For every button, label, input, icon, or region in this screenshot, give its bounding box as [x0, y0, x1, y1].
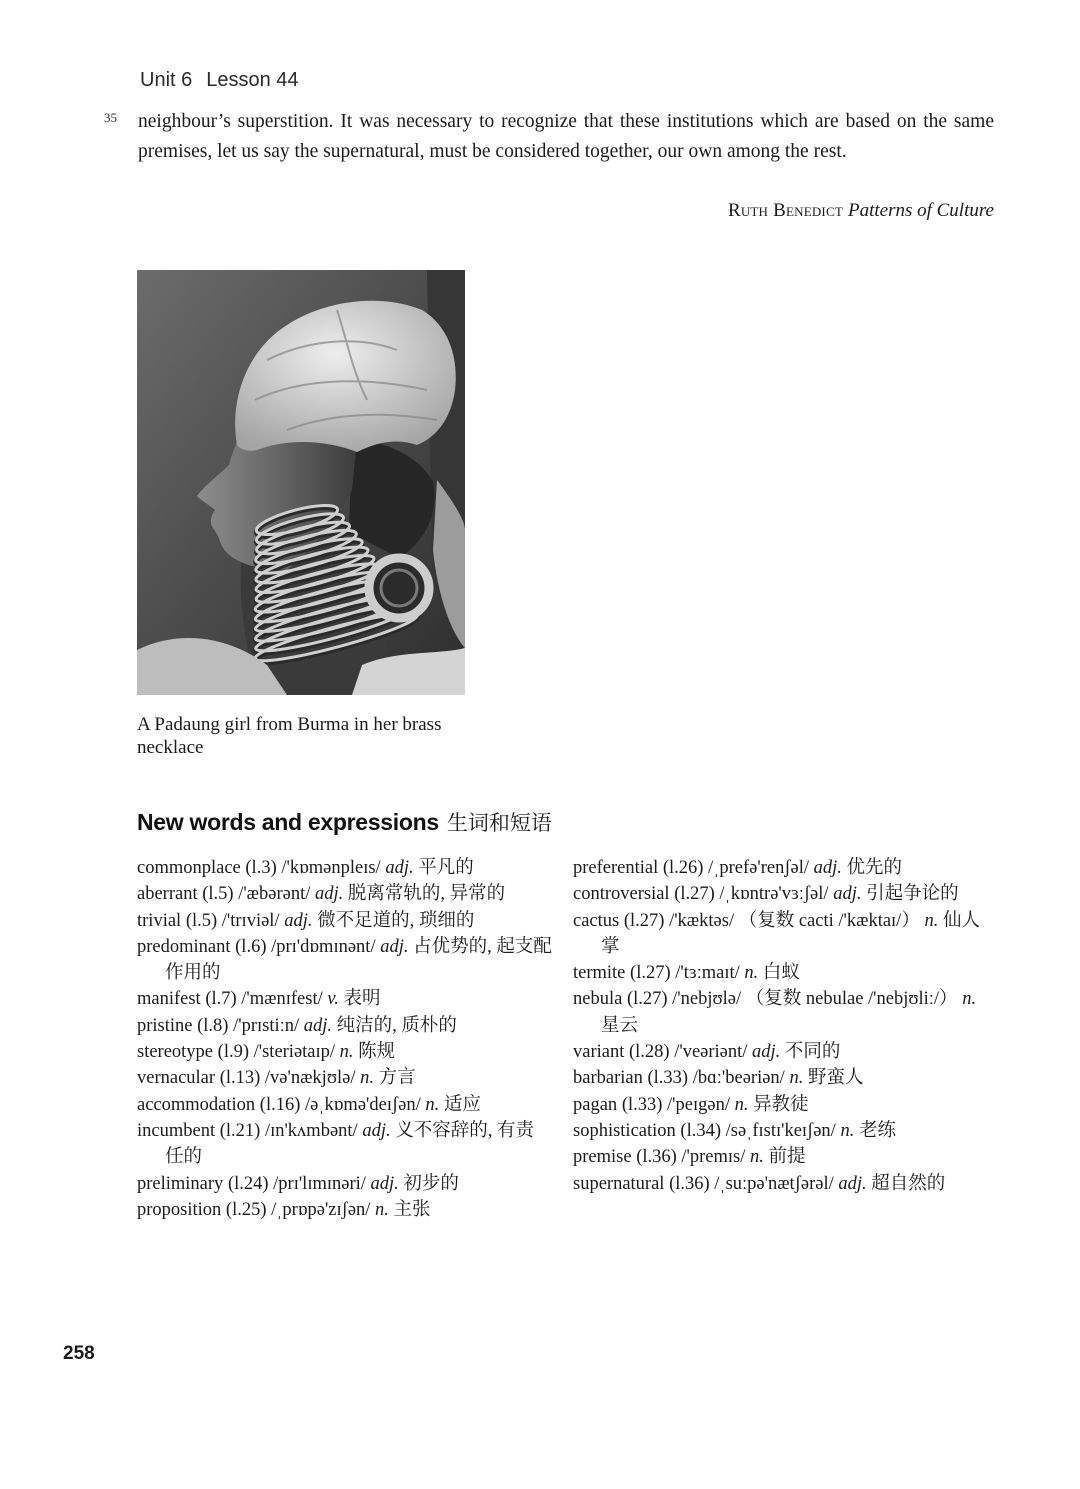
vocab-entry-manifest: [137, 986, 552, 1012]
vocab-meaning: 平凡的: [418, 858, 474, 878]
vocab-pronunciation: /ˌprefə'renʃəl/: [708, 858, 809, 878]
vocab-line-ref: (l.36): [636, 1147, 677, 1168]
vocab-part-of-speech: adj.: [315, 884, 344, 905]
vocab-pronunciation: /'steriətaɪp/: [253, 1042, 336, 1063]
vocab-pronunciation: /'nebjʊlə/: [672, 989, 742, 1010]
header-unit: Unit 6: [140, 69, 193, 91]
vocab-entry-nebula: [573, 986, 995, 1039]
vocab-line-ref: (l.7): [205, 989, 237, 1010]
vocab-meaning: 纯洁的, 质朴的: [336, 1015, 457, 1036]
vocab-entry-premise: [573, 1144, 995, 1170]
vocab-headword: vernacular: [137, 1068, 216, 1089]
vocab-part-of-speech: adj.: [385, 858, 414, 878]
vocab-entry-termite: [573, 960, 995, 986]
vocab-entry-accommodation: [137, 1092, 552, 1118]
vocab-part-of-speech: adj.: [752, 1042, 781, 1063]
vocab-part-of-speech: adj.: [833, 884, 862, 905]
vocab-pronunciation: /'prɪstiːn/: [233, 1015, 300, 1036]
vocab-headword: predominant: [137, 936, 231, 957]
vocab-entry-pristine: [137, 1013, 552, 1039]
vocab-headword: stereotype: [137, 1042, 214, 1063]
vocab-headword: manifest: [137, 989, 201, 1010]
vocab-meaning: 异教徒: [753, 1094, 809, 1115]
attribution-author: Ruth Benedict: [727, 200, 843, 221]
vocab-entry-predominant: [137, 934, 552, 987]
vocab-part-of-speech: n.: [750, 1147, 764, 1168]
vocab-meaning: 适应: [443, 1094, 481, 1115]
vocab-entry-sophistication: [573, 1118, 995, 1144]
vocab-headword: termite: [573, 963, 626, 984]
vocab-part-of-speech: n.: [360, 1068, 374, 1089]
vocab-part-of-speech: n.: [962, 989, 977, 1010]
vocab-entry-variant: [573, 1039, 995, 1065]
vocab-line-ref: (l.21): [219, 1120, 261, 1141]
vocab-part-of-speech: adj.: [838, 1173, 867, 1194]
vocab-pronunciation: /ˌkɒntrə'vɜːʃəl/: [719, 884, 829, 905]
vocab-meaning: 老练: [858, 1120, 896, 1141]
vocab-entry-incumbent: [137, 1118, 552, 1171]
vocab-meaning: 占优势的, 起支配作用的: [165, 936, 552, 984]
vocab-line-ref: (l.6): [235, 936, 267, 957]
vocab-line-ref: (l.33): [647, 1068, 689, 1089]
vocab-line-ref: (l.24): [227, 1173, 269, 1194]
vocab-entry-commonplace: [137, 855, 552, 881]
vocab-meaning: 野蛮人: [807, 1068, 864, 1089]
vocab-meaning: 前提: [768, 1147, 806, 1168]
vocab-part-of-speech: n.: [744, 963, 759, 984]
vocab-part-of-speech: adj.: [362, 1120, 391, 1141]
vocab-meaning: 微不足道的, 琐细的: [317, 910, 475, 931]
vocab-heading-chinese: 生词和短语: [446, 811, 552, 835]
vocab-line-ref: (l.33): [621, 1094, 663, 1115]
vocab-entry-stereotype: [137, 1039, 552, 1065]
vocab-pronunciation: /'kæktəs/: [669, 910, 735, 931]
vocab-part-of-speech: n.: [339, 1042, 354, 1063]
vocab-pronunciation: /'æbərənt/: [238, 884, 311, 905]
vocab-line-ref: (l.8): [197, 1015, 229, 1036]
vocab-entry-cactus: [573, 908, 995, 961]
vocab-headword: variant: [573, 1042, 625, 1063]
vocab-entry-aberrant: [137, 881, 552, 907]
vocab-pronunciation: /'trɪviəl/: [221, 910, 280, 931]
vocab-plural-note: （复数 nebulae /'nebjʊliː/）: [745, 989, 958, 1010]
vocab-part-of-speech: n.: [425, 1094, 440, 1115]
vocab-pronunciation: /əˌkɒmə'deɪʃən/: [305, 1094, 421, 1115]
vocab-entry-preferential: [573, 855, 995, 881]
page-number: 258: [63, 1343, 95, 1364]
vocab-pronunciation: /bɑː'beəriən/: [692, 1068, 785, 1089]
vocab-meaning: 初步的: [403, 1173, 459, 1194]
vocab-entry-barbarian: [573, 1065, 995, 1091]
passage-line: neighbour’s superstition. It was necessary to recognize that these institutions which are based on the same: [138, 111, 994, 132]
vocab-headword: commonplace: [137, 858, 241, 878]
vocab-line-ref: (l.9): [217, 1042, 249, 1063]
vocab-part-of-speech: adj.: [380, 936, 409, 957]
running-header: [140, 67, 299, 93]
vocab-plural-note: （复数 cacti /'kæktaɪ/）: [738, 910, 920, 931]
vocab-entry-pagan: [573, 1092, 995, 1118]
vocab-meaning: 星云: [601, 1015, 639, 1036]
vocab-entry-proposition: [137, 1197, 552, 1223]
vocab-pronunciation: /və'nækjʊlə/: [264, 1068, 356, 1089]
vocab-column-left: [137, 855, 552, 1223]
vocab-line-ref: (l.27): [630, 963, 671, 984]
vocab-pronunciation: /prɪ'dɒmɪnənt/: [271, 936, 376, 957]
vocab-part-of-speech: n.: [375, 1199, 389, 1220]
photo-padaung-girl: [137, 270, 465, 695]
vocab-line-ref: (l.5): [202, 884, 234, 905]
vocab-line-ref: (l.27): [623, 910, 665, 931]
vocab-line-ref: (l.36): [669, 1173, 710, 1194]
vocab-entry-vernacular: [137, 1065, 552, 1091]
vocab-pronunciation: /'mænɪfest/: [241, 989, 323, 1010]
source-attribution: [728, 198, 994, 224]
vocab-pronunciation: /səˌfɪstɪ'keɪʃən/: [725, 1120, 836, 1141]
vocab-meaning: 脱离常轨的, 异常的: [347, 884, 506, 905]
vocab-line-ref: (l.16): [259, 1094, 301, 1115]
vocab-entry-preliminary: [137, 1171, 552, 1197]
vocab-headword: preferential: [573, 858, 659, 878]
vocab-headword: accommodation: [137, 1094, 256, 1115]
attribution-work: Patterns of Culture: [847, 200, 994, 221]
vocab-line-ref: (l.28): [629, 1042, 670, 1063]
vocab-pronunciation: /'tɜːmaɪt/: [675, 963, 740, 984]
vocab-meaning: 陈规: [358, 1042, 396, 1063]
vocab-heading-english: New words and expressions: [137, 809, 439, 835]
vocab-pronunciation: /'peɪgən/: [667, 1094, 730, 1115]
vocab-line-ref: (l.26): [662, 858, 704, 878]
vocab-part-of-speech: n.: [734, 1094, 749, 1115]
passage-line-number: 35: [104, 110, 117, 125]
vocab-pronunciation: /'veəriənt/: [674, 1042, 748, 1063]
vocab-entry-controversial: [573, 881, 995, 907]
vocab-part-of-speech: n.: [840, 1120, 855, 1141]
vocab-headword: pagan: [573, 1094, 618, 1115]
vocab-headword: nebula: [573, 989, 623, 1010]
vocab-part-of-speech: adj.: [813, 858, 842, 878]
vocab-part-of-speech: n.: [924, 910, 939, 931]
vocab-entry-trivial: [137, 908, 552, 934]
vocab-headword: trivial: [137, 910, 182, 931]
vocab-headword: aberrant: [137, 884, 198, 905]
vocab-column-right: [573, 855, 995, 1197]
vocab-headword: supernatural: [573, 1173, 665, 1194]
vocab-meaning: 优先的: [846, 858, 903, 878]
vocab-headword: controversial: [573, 884, 670, 905]
vocab-meaning: 表明: [343, 989, 381, 1010]
vocab-headword: incumbent: [137, 1120, 216, 1141]
vocab-meaning: 方言: [378, 1068, 416, 1089]
vocab-line-ref: (l.13): [219, 1068, 261, 1089]
vocab-line-ref: (l.5): [185, 910, 218, 931]
vocab-headword: sophistication: [573, 1120, 676, 1141]
vocab-line-ref: (l.27): [626, 989, 668, 1010]
vocab-line-ref: (l.3): [245, 858, 277, 878]
vocab-heading: [137, 807, 552, 841]
vocab-part-of-speech: v.: [327, 989, 339, 1010]
photo-earring: [369, 558, 429, 618]
vocab-meaning: 超自然的: [871, 1173, 946, 1194]
vocab-meaning: 义不容辞的, 有责任的: [165, 1120, 534, 1168]
vocab-headword: preliminary: [137, 1173, 224, 1194]
vocab-meaning: 不同的: [784, 1042, 841, 1063]
vocab-part-of-speech: adj.: [303, 1015, 333, 1036]
vocab-line-ref: (l.34): [680, 1120, 721, 1141]
vocab-pronunciation: /prɪ'lɪmɪnəri/: [273, 1173, 366, 1194]
vocab-entry-supernatural: [573, 1171, 995, 1197]
vocab-part-of-speech: adj.: [370, 1173, 399, 1194]
vocab-headword: pristine: [137, 1015, 193, 1036]
vocab-pronunciation: /'kɒmənpleɪs/: [281, 858, 381, 878]
vocab-meaning: 仙人掌: [601, 910, 980, 957]
vocab-headword: barbarian: [573, 1068, 643, 1089]
vocab-headword: cactus: [573, 910, 620, 931]
passage-line: premises, let us say the supernatural, must be considered together, our own among the rest.: [138, 141, 847, 162]
passage-text: [138, 107, 994, 167]
photo-caption: A Padaung girl from Burma in her brass necklace: [137, 714, 442, 758]
vocab-line-ref: (l.27): [674, 884, 715, 905]
vocab-part-of-speech: adj.: [284, 910, 313, 931]
vocab-pronunciation: /ɪn'kʌmbənt/: [264, 1120, 358, 1141]
vocab-headword: proposition: [137, 1199, 222, 1220]
vocab-pronunciation: /ˌprɒpə'zɪʃən/: [271, 1199, 371, 1220]
vocab-meaning: 白蚁: [762, 963, 800, 984]
vocab-headword: premise: [573, 1147, 632, 1168]
vocab-meaning: 主张: [393, 1199, 431, 1220]
vocab-line-ref: (l.25): [225, 1199, 267, 1220]
vocab-part-of-speech: n.: [789, 1068, 804, 1089]
header-lesson: Lesson 44: [206, 69, 299, 91]
vocab-meaning: 引起争论的: [866, 884, 959, 905]
vocab-pronunciation: /ˌsuːpə'nætʃərəl/: [714, 1173, 834, 1194]
vocab-pronunciation: /'premɪs/: [681, 1147, 746, 1168]
